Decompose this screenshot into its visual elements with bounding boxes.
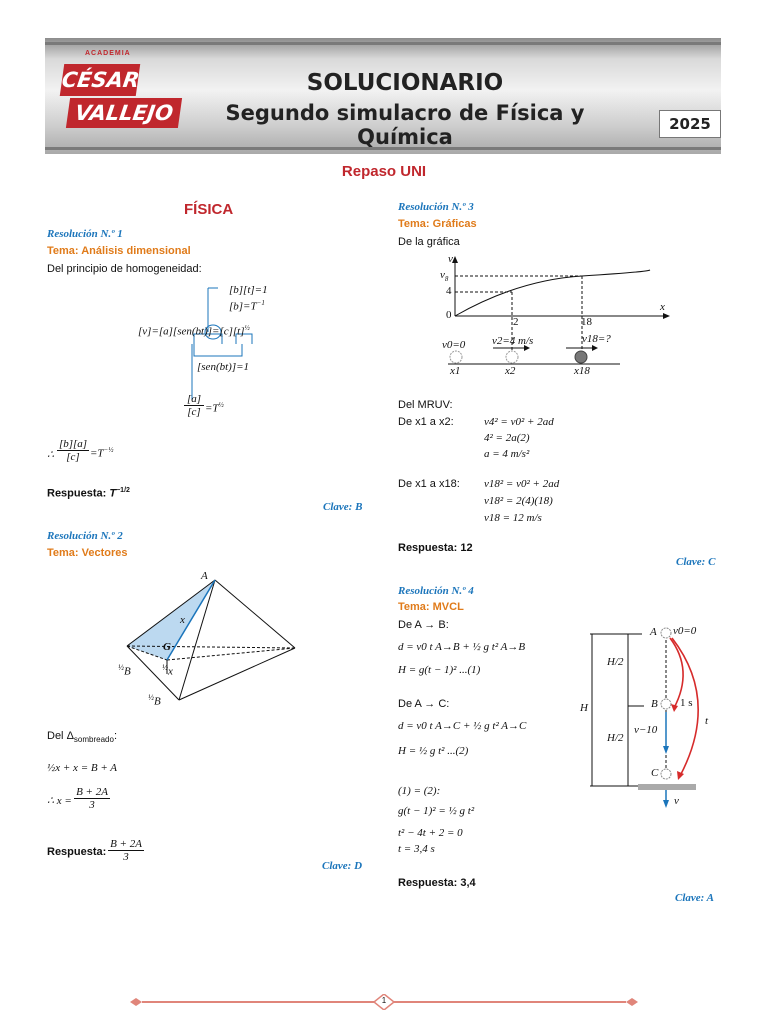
r3-clave: Clave: C — [676, 556, 716, 568]
r2-clave: Clave: D — [322, 860, 363, 872]
r4-label-B: B — [651, 698, 658, 710]
r4-label-H2b: H/2 — [607, 732, 624, 744]
r4-resp-value: 3,4 — [460, 877, 476, 889]
r3-resp-label: Respuesta: — [398, 542, 458, 554]
section-title: Repaso UNI — [341, 163, 427, 180]
r1-concl-num: [b][a] — [58, 438, 88, 450]
r1-resp-value: T — [109, 487, 117, 500]
r2-label-halfB-2: $^{\frac{1}{2}}$B — [148, 693, 161, 708]
r1-ratio-rhs: $=T^{\frac{1}{2}}$ — [205, 401, 224, 415]
r2-halfB-2-text: B — [154, 695, 161, 708]
r1-title: Resolución N.º 1 — [47, 228, 123, 240]
r4-label-v: v — [674, 795, 679, 807]
r3-step2-eq1: v18² = v0² + 2ad — [484, 478, 560, 490]
r3-step1-label: De x1 a x2: — [398, 416, 454, 428]
r2-halfx-text: x — [168, 665, 173, 678]
r1-tema: Tema: Análisis dimensional — [47, 245, 191, 257]
r4-eq-c3: t = 3,4 s — [398, 843, 435, 855]
header-stripe-top — [45, 42, 721, 45]
r4-label-A: A — [650, 626, 657, 638]
r2-label-halfx: $^{\frac{1}{2}}$x — [162, 663, 173, 678]
r3-px2: x2 — [505, 365, 516, 377]
r3-px1: x1 — [450, 365, 461, 377]
r3-intro: De la gráfica — [398, 236, 460, 248]
r2-label-x: x — [180, 614, 185, 626]
r3-v-axis: v — [448, 253, 453, 265]
r3-tick0: 0 — [446, 309, 452, 321]
r3-step2-eq3: v18 = 12 m/s — [484, 512, 542, 524]
r4-eq-ab1: d = v0 t A→B + ½ g t² A→B — [398, 641, 526, 653]
r1-eq-top1: [b][t]=1 — [229, 284, 268, 296]
r2-tema: Tema: Vectores — [47, 547, 128, 559]
r4-label-t: t — [705, 715, 709, 727]
r3-step1-eq1: v4² = v0² + 2ad — [484, 416, 554, 428]
r4-label-H: H — [580, 702, 588, 714]
r3-step2-label: De x1 a x18: — [398, 478, 460, 490]
r2-label-halfB-1: $^{\frac{1}{2}}$B — [118, 663, 131, 678]
year-badge: 2025 — [659, 110, 721, 138]
r1-resp-label: Respuesta: — [47, 487, 107, 500]
page-number: 1 — [381, 996, 387, 1005]
r2-resp-num: B + 2A — [108, 838, 144, 851]
r1-concl-rhs-text: =T — [90, 447, 104, 460]
r4-label-v10: v−10 — [634, 724, 658, 736]
r3-mruv: Del MRUV: — [398, 399, 453, 411]
r2-title: Resolución N.º 2 — [47, 530, 123, 542]
r2-eq2-den: 3 — [89, 799, 95, 811]
r1-ratio-den: [c] — [187, 406, 201, 418]
r4-tema: Tema: MVCL — [398, 601, 464, 613]
r1-concl-prefix: ∴ — [47, 449, 54, 461]
logo-academia: ACADEMIA — [85, 50, 131, 57]
r4-eq-ac1: d = v0 t A→C + ½ g t² A→C — [398, 720, 527, 732]
r4-label-C: C — [651, 767, 659, 779]
r2-eq1-text: x + x = B + A — [55, 762, 118, 774]
r3-step1-eq2: 4² = 2a(2) — [484, 432, 530, 444]
r2-resp-den: 3 — [123, 851, 129, 863]
r1-resp-exp: −1/2 — [116, 487, 130, 494]
r2-eq2-num: B + 2A — [74, 786, 110, 799]
r3-tema: Tema: Gráficas — [398, 218, 477, 230]
r3-v2: v2=4 m/s — [492, 335, 534, 347]
r1-ratio-num: [a] — [184, 393, 204, 406]
r1-clave: Clave: B — [323, 501, 363, 513]
r2-label-A: A — [201, 570, 208, 582]
r2-del: Del $\Delta_{sombreado}$: — [47, 730, 118, 745]
r2-pyramid-diagram — [115, 566, 325, 706]
r1-respuesta — [47, 487, 130, 500]
r4-eq-ab2: H = g(t − 1)² ...(1) — [398, 664, 481, 676]
r4-clave: Clave: A — [675, 892, 714, 904]
r1-eq-top2-text: [b]=T — [229, 300, 257, 313]
r2-eq2-prefix: ∴ x = — [47, 795, 72, 807]
r3-v8-text: v — [440, 269, 445, 281]
r4-eq-c1: g(t − 1)² = ½ g t² — [398, 805, 475, 817]
header-subtitle: Segundo simulacro de Física y Química — [225, 101, 585, 149]
r3-title: Resolución N.º 3 — [398, 201, 474, 213]
r2-label-G: G — [163, 641, 171, 653]
r1-eq-top2: $[b]=T^{-1}$ — [229, 299, 265, 313]
subject-title: FÍSICA — [184, 201, 234, 218]
r2-resp-label: Respuesta: — [47, 846, 107, 858]
r4-resp-label: Respuesta: — [398, 877, 458, 889]
r3-x2: 2 — [513, 316, 519, 328]
r3-v8-sub: 8 — [444, 275, 449, 284]
r4-freefall-diagram — [570, 620, 720, 820]
logo-cesar: CÉSAR — [60, 64, 140, 96]
r2-del-sub: sombreado — [73, 735, 114, 745]
header-title: SOLUCIONARIO — [306, 70, 504, 96]
r3-v0: v0=0 — [442, 339, 466, 351]
r3-x18: 18 — [581, 316, 592, 328]
r1-eq-main: $[v]=[a][sen(bt)]=[c][t]^{\frac{1}{2}}$ — [138, 324, 250, 338]
r4-de-ac: De A → C: — [398, 698, 450, 710]
r3-tick4: 4 — [446, 285, 452, 297]
r4-label-H2a: H/2 — [607, 656, 624, 668]
r1-concl-rhs: $=T^{-\frac{1}{2}}$ — [90, 446, 114, 460]
r3-x-axis: x — [660, 301, 665, 313]
r3-v8 — [440, 269, 448, 283]
r1-intro: Del principio de homogeneidad: — [47, 263, 202, 275]
r4-respuesta — [398, 877, 476, 889]
r2-eq1: ½x + x = B + A — [47, 762, 118, 774]
r4-de-ab: De A → B: — [398, 619, 449, 631]
r2-eq2-frac — [74, 786, 110, 811]
r4-eq-comb: (1) = (2): — [398, 785, 441, 797]
r4-label-v0: v0=0 — [673, 625, 697, 637]
r1-concl-frac — [57, 438, 89, 463]
r2-halfB-1-text: B — [124, 665, 131, 678]
r1-concl-den: [c] — [66, 451, 80, 463]
r4-title: Resolución N.º 4 — [398, 585, 474, 597]
r4-eq-ac2: H = ½ g t² ...(2) — [398, 745, 469, 757]
r1-ratio-rhs-text: =T — [205, 402, 219, 415]
r2-resp-frac — [108, 838, 144, 863]
r3-step1-eq3: a = 4 m/s² — [484, 448, 530, 460]
r3-step2-eq2: v18² = 2(4)(18) — [484, 495, 553, 507]
r4-eq-c2: t² − 4t + 2 = 0 — [398, 827, 463, 839]
r1-eq-main-text: [v]=[a][sen(bt)]=[c][t] — [138, 325, 245, 338]
logo-vallejo: VALLEJO — [66, 98, 182, 128]
r3-respuesta — [398, 542, 473, 554]
r4-label-1s: 1 s — [680, 697, 693, 709]
r1-ratio — [184, 393, 204, 418]
r2-del-text: Del — [47, 730, 64, 742]
r3-px18: x18 — [574, 365, 590, 377]
r1-eq-sen: [sen(bt)]=1 — [197, 361, 250, 373]
r3-v18: v18=? — [582, 333, 611, 345]
r3-resp-value: 12 — [460, 542, 473, 554]
